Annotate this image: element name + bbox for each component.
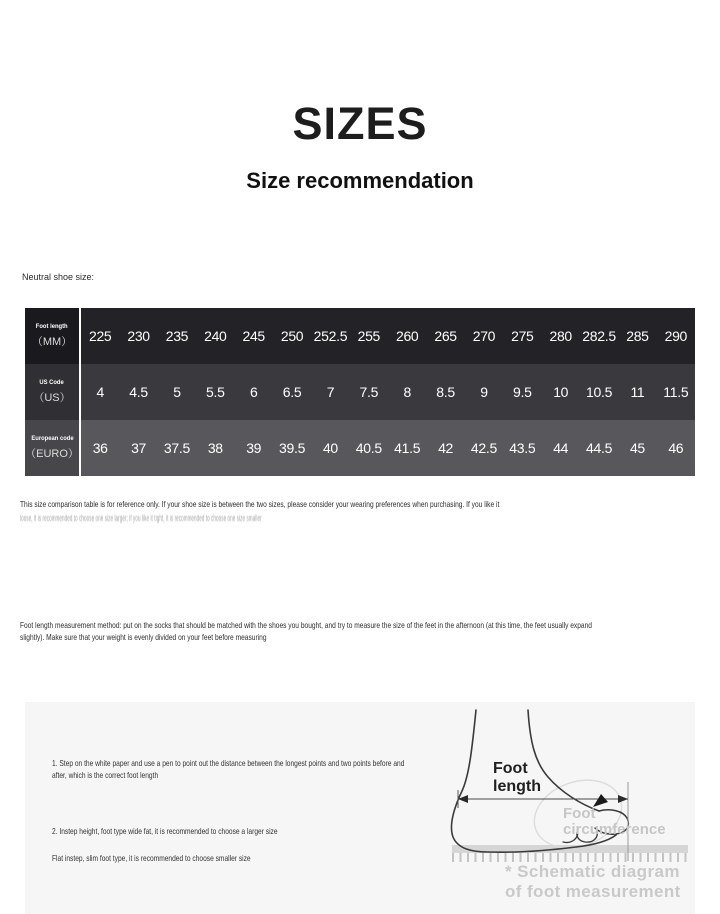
size-row-header [25,364,81,420]
size-row-values [81,420,695,476]
size-cell: 280 [549,328,572,344]
size-cell: 290 [664,328,688,344]
foot-length-label: Foot length [493,760,541,795]
size-cell: 265 [434,328,457,344]
size-row-header-label: Foot length [36,323,68,330]
reference-note-continued: loose, it is recommended to choose one size larger; if you like it tight, it is recommended to choose one size smaller [20,513,262,523]
size-cell: 225 [88,328,112,344]
size-cell: 8 [403,384,411,400]
size-cell: 42 [438,440,454,456]
size-cell: 43.5 [509,440,536,456]
size-cell: 40 [322,440,338,456]
size-cell: 39.5 [279,440,306,456]
diagram-caption: * Schematic diagram of foot measurement [505,862,681,901]
size-cell: 255 [357,328,381,344]
size-chart-table [25,308,695,476]
size-table-row [25,308,695,364]
size-cell: 41.5 [394,440,421,456]
size-cell: 4.5 [129,384,148,400]
page-title: SIZES [292,98,428,149]
size-row-values [81,364,695,420]
size-cell: 8.5 [436,384,455,400]
size-cell: 9.5 [513,384,532,400]
size-table-row [25,364,695,420]
size-cell: 7.5 [359,384,379,400]
instruction-step-3: Flat instep, slim foot type, it is recommended to choose smaller size [52,853,251,863]
size-cell: 7 [326,384,335,400]
size-cell: 235 [165,328,189,344]
size-row-header-label: European code [30,435,74,442]
foot-circumference-label: Foot circumference [563,805,666,838]
neutral-shoe-size-label: Neutral shoe size: [22,272,95,282]
reference-note: This size comparison table is for reference only. If your shoe size is between the two sizes, please consider your wearing preferences when purchasing. If you like it [20,499,500,509]
size-cell: 252.5 [313,328,348,344]
size-cell: 10.5 [586,384,613,400]
size-cell: 46 [668,440,684,456]
size-cell: 44 [553,440,569,456]
size-cell: 5.5 [206,384,225,400]
size-cell: 270 [472,328,496,344]
size-cell: 10 [553,384,569,400]
size-cell: 11 [630,384,645,400]
size-cell: 250 [280,328,304,344]
size-cell: 4 [96,384,104,400]
size-cell: 230 [127,328,150,344]
instruction-step-2: 2. Instep height, foot type wide fat, it is recommended to choose a larger size [52,826,278,836]
size-cell: 39 [246,440,262,456]
size-cell: 245 [242,328,265,344]
size-cell: 282.5 [582,328,616,344]
size-cell: 260 [395,328,419,344]
size-row-header-unit: （MM） [31,336,73,348]
size-cell: 45 [629,440,645,456]
size-cell: 6 [249,384,258,400]
page-subtitle: Size recommendation [246,168,474,193]
size-cell: 36 [92,440,108,456]
size-cell: 38 [207,440,223,456]
size-cell: 42.5 [470,440,497,456]
size-cell: 240 [204,328,227,344]
size-row-header [25,420,81,476]
size-row-header-unit: （US） [33,392,71,404]
size-cell: 5 [173,384,181,400]
size-row-header [25,308,81,364]
measurement-method-note: Foot length measurement method: put on the socks that should be matched with the shoes you bought, and try to measure the size of the feet in the afternoon (at this time, the feet usually expand slightly). Make sure that your weight is evenly divided on your feet before measuring [20,620,593,642]
size-cell: 275 [511,328,534,344]
size-cell: 37.5 [163,440,190,456]
size-cell: 40.5 [355,440,382,456]
size-row-values [81,308,695,364]
size-cell: 285 [626,328,649,344]
instruction-step-1: 1. Step on the white paper and use a pen to point out the distance between the longest points and two points before and after, which is the correct foot length [52,758,405,780]
size-cell: 37 [131,440,147,456]
size-row-header-unit: （EURO） [25,448,79,460]
size-row-header-label: US Code [39,379,65,386]
size-cell: 11.5 [663,384,689,400]
arrowhead-right [618,795,628,803]
size-cell: 6.5 [282,384,302,400]
size-cell: 9 [480,384,488,400]
size-cell: 44.5 [586,440,613,456]
size-table-row [25,420,695,476]
